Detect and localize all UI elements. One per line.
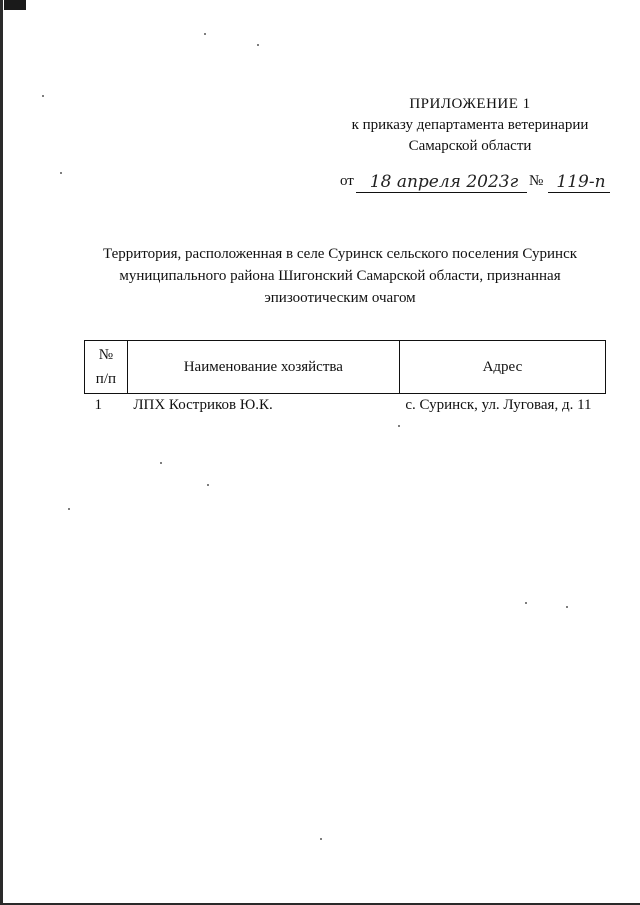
scan-speck [398, 425, 400, 427]
column-header-number-abbr: п/п [95, 371, 117, 387]
row-address-cell: с. Суринск, ул. Луговая, д. 11 [405, 397, 592, 413]
appendix-region-line: Самарской области [408, 138, 532, 154]
column-header-name: Наименование хозяйства [127, 341, 399, 394]
appendix-header [320, 94, 620, 157]
document-title-line: Территория, расположенная в селе Суринск сельского поселения Суринск [102, 246, 578, 262]
column-header-address: Адрес [399, 341, 605, 394]
column-header-number [85, 341, 128, 394]
scan-speck [566, 606, 568, 608]
order-number-handwritten: 119-п [556, 172, 606, 192]
scan-speck [257, 44, 259, 46]
scan-speck [68, 508, 70, 510]
document-title-line: муниципального района Шигонский Самарской области, признанная [119, 268, 561, 284]
order-date-underline [356, 192, 527, 193]
column-header-number-symbol: № [98, 347, 114, 363]
scan-speck [42, 95, 44, 97]
appendix-title: ПРИЛОЖЕНИЕ 1 [409, 96, 531, 112]
scan-speck [320, 838, 322, 840]
row-number-cell: 1 [94, 397, 102, 413]
appendix-reference-line: к приказу департамента ветеринарии [351, 117, 589, 133]
order-number-label: № [529, 173, 544, 189]
order-from-label: от [340, 173, 354, 189]
scan-left-edge [0, 0, 3, 905]
households-table [84, 340, 606, 419]
scan-corner-mark [4, 0, 26, 10]
row-household-name-cell: ЛПХ Костриков Ю.К. [133, 397, 273, 413]
order-date-handwritten: 18 апреля 2023г [369, 172, 519, 192]
document-title [90, 243, 590, 309]
scan-speck [60, 172, 62, 174]
scan-speck [207, 484, 209, 486]
scan-speck [204, 33, 206, 35]
order-reference [340, 168, 610, 196]
table-row [85, 394, 606, 420]
order-number-underline [548, 192, 610, 193]
table-header-row [85, 341, 606, 394]
scan-speck [160, 462, 162, 464]
document-title-line: эпизоотическим очагом [264, 290, 416, 306]
scan-speck [525, 602, 527, 604]
